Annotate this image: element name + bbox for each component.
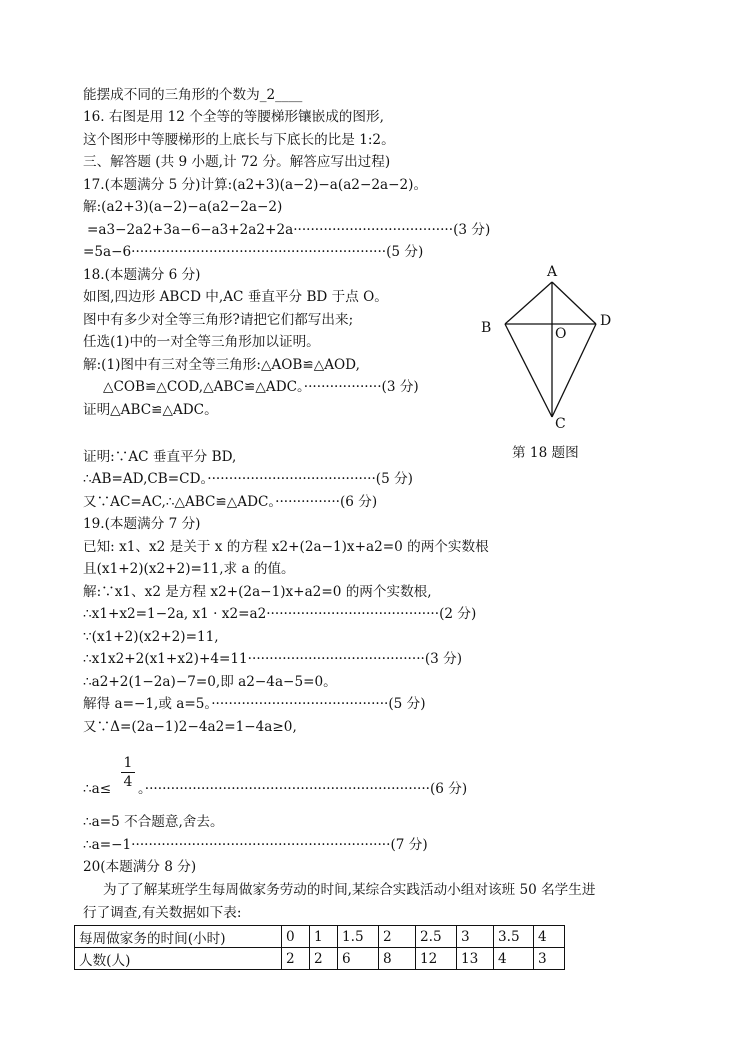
table-row — [75, 926, 565, 948]
label-d: D — [600, 313, 612, 329]
question-20-line-2: 行了调查,有关数据如下表: — [83, 905, 242, 921]
question-17-solution: 解:(a2+3)(a−2)−a(a2−2a−2) — [83, 199, 283, 215]
question-18-solution-3: 证明△ABC≌△ADC。 — [83, 402, 218, 418]
table-cell: 2 — [282, 948, 310, 970]
section-3-heading: 三、解答题 (共 9 小题,计 72 分。解答应写出过程) — [83, 154, 391, 170]
question-19-solution-6: 解得 a=−1,或 a=5。·········································(5 分) — [83, 696, 426, 712]
question-19-title: 19.(本题满分 7 分) — [83, 516, 201, 532]
question-17-step-1: =a3−2a2+3a−6−a3+2a2+2a·····································(3 分) — [87, 222, 491, 238]
label-a: A — [547, 264, 558, 280]
table-row — [75, 948, 565, 970]
question-18-solution-2: △COB≌△COD,△ABC≌△ADC。··················(3 分) — [103, 379, 419, 395]
question-17-step-2: =5a−6···························································(5 分) — [83, 244, 424, 260]
table-cell: 3 — [457, 926, 494, 948]
table-cell: 8 — [379, 948, 416, 970]
question-16-line-1: 16. 右图是用 12 个全等的等腰梯形镶嵌成的图形, — [83, 109, 384, 125]
edge-bc — [505, 324, 552, 417]
table-cell: 2 — [310, 948, 338, 970]
question-18-proof-1: 证明:∵AC 垂直平分 BD, — [83, 449, 237, 465]
question-19-solution-9: ∴a=−1····························································(7 分) — [83, 837, 428, 853]
housework-table — [74, 925, 565, 970]
label-c: C — [555, 416, 566, 432]
table-header-cell: 人数(人) — [75, 948, 282, 970]
question-18-line-2: 图中有多少对全等三角形?请把它们都写出来; — [83, 312, 354, 328]
question-19-solution-5: ∴a2+2(1−2a)−7=0,即 a2−4a−5=0。 — [83, 674, 337, 690]
kite-figure — [475, 262, 625, 462]
table-cell: 3.5 — [494, 926, 534, 948]
fraction-denominator: 4 — [123, 774, 133, 790]
table-cell: 0 — [282, 926, 310, 948]
question-19-solution-8: ∴a=5 不合题意,舍去。 — [83, 814, 224, 830]
question-18-line-3: 任选(1)中的一对全等三角形加以证明。 — [83, 334, 320, 350]
table-cell: 1.5 — [338, 926, 379, 948]
question-20-line-1: 为了了解某班学生每周做家务劳动的时间,某综合实践活动小组对该班 50 名学生进 — [103, 882, 596, 898]
table-header-cell: 每周做家务的时间(小时) — [75, 926, 282, 948]
fraction-numerator: 1 — [123, 755, 133, 771]
question-18-solution-1: 解:(1)图中有三对全等三角形:△AOB≌△AOD, — [83, 357, 360, 373]
question-18-proof-2: ∴AB=AD,CB=CD。·······································(5 分) — [83, 471, 413, 487]
question-17-title: 17.(本题满分 5 分)计算:(a2+3)(a−2)−a(a2−2a−2)。 — [83, 177, 428, 193]
edge-ab — [505, 282, 552, 324]
label-o: O — [555, 326, 567, 342]
question-16-line-2: 这个图形中等腰梯形的上底长与下底长的比是 1:2。 — [83, 132, 395, 148]
question-19-solution-7: 又∵Δ=(2a−1)2−4a2=1−4a≥0, — [83, 719, 297, 735]
table-cell: 6 — [338, 948, 379, 970]
question-18-proof-3: 又∵AC=AC,∴△ABC≌△ADC。···············(6 分) — [83, 494, 378, 510]
table-cell: 13 — [457, 948, 494, 970]
question-18-title: 18.(本题满分 6 分) — [83, 267, 201, 283]
question-19-inequality-suffix: 。··································································(6 分) — [138, 781, 468, 797]
table-cell: 1 — [310, 926, 338, 948]
table-cell: 4 — [534, 926, 565, 948]
table-cell: 4 — [494, 948, 534, 970]
fraction-one-quarter — [121, 754, 135, 791]
question-18-line-1: 如图,四边形 ABCD 中,AC 垂直平分 BD 于点 O。 — [83, 289, 388, 305]
question-19-inequality-prefix: ∴a≤ — [83, 781, 112, 797]
table-cell: 3 — [534, 948, 565, 970]
question-19-solution-2: ∴x1+x2=1−2a, x1 · x2=a2········································(2 分) — [83, 606, 477, 622]
table-cell: 2 — [379, 926, 416, 948]
question-20-title: 20(本题满分 8 分) — [83, 859, 197, 875]
kite-diagram — [475, 262, 625, 427]
question-19-solution-4: ∴x1x2+2(x1+x2)+4=11·········································(3 分) — [83, 651, 463, 667]
table-cell: 2.5 — [416, 926, 457, 948]
question-19-solution-1: 解:∵x1、x2 是方程 x2+(2a−1)x+a2=0 的两个实数根, — [83, 584, 432, 600]
question-19-solution-3: ∵(x1+2)(x2+2)=11, — [83, 629, 219, 645]
table-cell: 12 — [416, 948, 457, 970]
question-19-line-1: 已知: x1、x2 是关于 x 的方程 x2+(2a−1)x+a2=0 的两个实数根 — [83, 539, 489, 555]
edge-ad — [552, 282, 596, 324]
question-19-line-2: 且(x1+2)(x2+2)=11,求 a 的值。 — [83, 561, 295, 577]
text-line: 能摆成不同的三角形的个数为_2____ — [83, 87, 303, 103]
label-b: B — [481, 320, 492, 336]
figure-caption: 第 18 题图 — [512, 445, 579, 461]
